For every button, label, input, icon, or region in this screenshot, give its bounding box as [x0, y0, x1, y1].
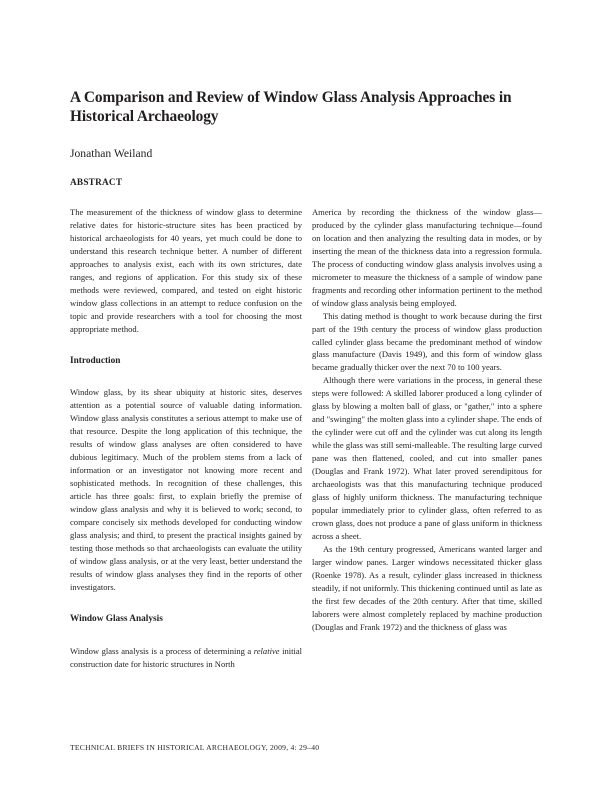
introduction-paragraph: Window glass, by its shear ubiquity at historic sites, deserves attention as a potential source of valuable dating information. Window glass analysis constitutes a serious attempt to make use of that resource. Despite the long application of this technique, the results of window glass analyses are often considered to have dubious legitimacy. Much of the problem stems from a lack of information or an investigator not knowing more recent and sophisticated methods. In recognition of these challenges, this article has three goals: first, to explain briefly the premise of window glass analysis and why it is believed to work; second, to compare concisely six methods developed for conducting window glass analysis; and third, to present the practical insights gained by testing those methods so that archaeologists can evaluate the utility of window glass analysis, or at the very least, better understand the results of window glass analyses they find in the reports of other investigators.: [70, 387, 302, 592]
body-paragraph-1: America by recording the thickness of the window glass—produced by the cylinder glass manufacturing technique—found on location and then analyzing the resulting data in modes, or by inserting the mean of the thickness data into a regression formula. The process of conducting window glass analysis involves using a micrometer to measure the thickness of a sample of window pane fragments and recording other information pertinent to the method of window glass analysis being employed.: [312, 207, 542, 308]
window-glass-analysis-paragraph: [70, 645, 302, 671]
author-name: Jonathan Weiland: [70, 147, 153, 160]
journal-footer: TECHNICAL BRIEFS IN HISTORICAL ARCHAEOLOGY, 2009, 4: 29–40: [70, 743, 320, 752]
abstract-heading: ABSTRACT: [70, 178, 123, 188]
wga-text-emphasis: relative: [253, 645, 280, 656]
introduction-heading: Introduction: [70, 355, 121, 366]
left-column: [70, 206, 302, 671]
body-paragraph-2: This dating method is thought to work because during the first part of the 19th century the process of window glass production called cylinder glass became the predominant method of window glass manufacture (Davis 1949), and this form of window glass became gradually thicker over the next 70 to 100 years.: [312, 310, 542, 373]
body-paragraph-3: Although there were variations in the process, in general these steps were followed: A skilled laborer produced a long cylinder of glass by blowing a molten ball of glass, or "gather," into a sphere and "swinging" the molten glass into a cylinder shape. The ends of the cylinder were cut off and the cylinder was cut along its length while the glass was still semi-malleable. The resulting large curved pane was then flattened, cooled, and cut into smaller panes (Douglas and Frank 1972). What later proved serendipitous for archaeologists was that this manufacturing technique produced glass of highly uniform thickness. The manufacturing technique popular immediately prior to cylinder glass, often referred to as crown glass, does not produce a pane of glass uniform in thickness across a sheet.: [312, 375, 542, 541]
abstract-paragraph: The measurement of the thickness of window glass to determine relative dates for historic-structure sites has been practiced by historical archaeologists for 40 years, yet much could be done to understand this research technique better. A number of different approaches to analysis exist, each with its own strictures, date ranges, and regions of application. For this study six of these methods were reviewed, compared, and tested on eight historic window glass collections in an attempt to reduce confusion on the topic and provide researchers with a tool for choosing the most appropriate method.: [70, 207, 302, 334]
body-paragraph-4: As the 19th century progressed, Americans wanted larger and larger window panes. Larger windows necessitated thicker glass (Roenke 1978). As a result, cylinder glass increased in thickness steadily, if not uniformly. This thickening continued until as late as the first few decades of the 20th century. After that time, skilled laborers were almost completely replaced by machine production (Douglas and Frank 1972) and the thickness of glass was: [312, 543, 542, 632]
wga-text-start: Window glass analysis is a process of determining a: [70, 645, 254, 656]
right-column: [312, 206, 542, 633]
wga-text-end: initial construction date for historic structures in North: [70, 645, 303, 669]
article-title: A Comparison and Review of Window Glass Analysis Approaches in Historical Archaeology: [70, 89, 512, 125]
window-glass-analysis-heading: Window Glass Analysis: [70, 613, 163, 624]
